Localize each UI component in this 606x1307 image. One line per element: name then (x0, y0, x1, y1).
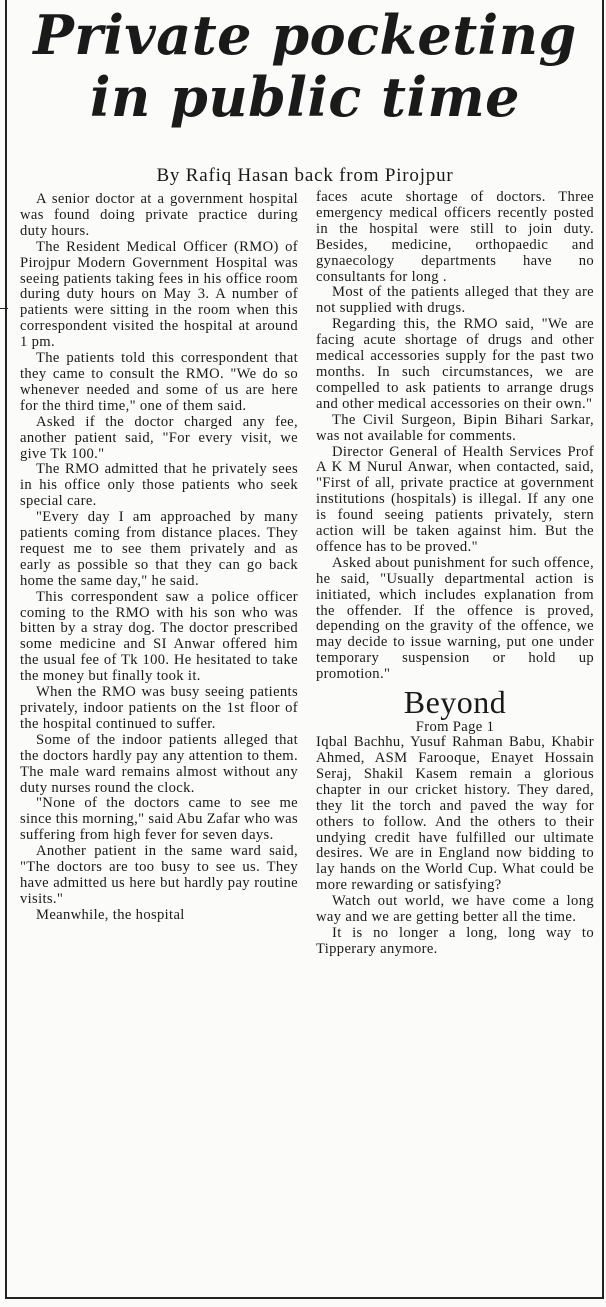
beyond-heading: Beyond (403, 684, 507, 721)
article-column-right (316, 190, 594, 958)
paragraph: Watch out world, we have come a long way and we are getting better all the time. (316, 893, 594, 926)
paragraph: The RMO admitted that he privately sees in his office only those patients who seek special care. (20, 461, 298, 510)
article-headline (6, 4, 604, 128)
paragraph: Regarding this, the RMO said, "We are facing acute shortage of drugs and other medical accessories supply for the past two months. In such circumstances, we are compelled to ask patients to arrange drugs and other medical accessories on their own." (316, 316, 594, 412)
paragraph: The patients told this correspondent that they came to consult the RMO. "We do so whenever needed and some of us are here for the third time," one of them said. (20, 350, 298, 414)
clipping-border-bottom (5, 1297, 604, 1299)
paragraph: "Every day I am approached by many patients coming from distance places. They request me to see them privately and as early as possible so that they can go back home the same day," he said. (20, 509, 298, 589)
paragraph: It is no longer a long, long way to Tipperary anymore. (316, 924, 594, 957)
column-rule-mark (0, 308, 8, 309)
paragraph: Asked if the doctor charged any fee, another patient said, "For every visit, we give Tk 100." (20, 413, 298, 462)
paragraph: Another patient in the same ward said, "The doctors are too busy to see us. They have admitted us here but hardly pay routine visits." (20, 843, 298, 907)
paragraph: The Resident Medical Officer (RMO) of Pirojpur Modern Government Hospital was seeing patients taking fees in his office room during duty hours on May 3. A number of patients were sitting in the room when this correspondent visited the hospital at around 1 pm. (20, 238, 298, 351)
paragraph: A senior doctor at a government hospital was found doing private practice during duty hours. (20, 191, 298, 239)
paragraph: When the RMO was busy seeing patients privately, indoor patients on the 1st floor of the hospital continued to suffer. (20, 684, 298, 732)
beyond-lead-paragraph: Iqbal Bachhu, Yusuf Rahman Babu, Khabir Ahmed, ASM Farooque, Enayet Hossain Seraj, Shakil Kasem remain a glorious chapter in our cricket history. They dared, they lit the torch and paved the way for others to follow. And the others to their undying credit have fulfilled our ultimate desires. We are in England now bidding to lay hands on the World Cup. What could be more rewarding or satisfying? (316, 734, 594, 894)
article-column-left (20, 192, 298, 924)
paragraph: This correspondent saw a police officer coming to the RMO with his son who was bitten by a stray dog. The doctor prescribed some medicine and SI Anwar offered him the usual fee of Tk 100. He hesitated to take the money but finally took it. (20, 588, 298, 685)
paragraph: Asked about punishment for such offence, he said, "Usually departmental action is initiated, which includes explanation from the offender. If the offence is proved, depending on the gravity of the offence, we may decide to issue warning, put one under temporary suspension or hold up promotion." (316, 554, 594, 683)
paragraph: Director General of Health Services Prof A K M Nurul Anwar, when contacted, said, "First of all, private practice at government institutions (hospitals) is illegal. If any one is found seeing patients privately, stern action will be taken against him. But the offence has to be proved." (316, 443, 594, 555)
clipping-border-left (5, 0, 7, 1299)
article-byline: By Rafiq Hasan back from Pirojpur (156, 165, 454, 186)
paragraph: "None of the doctors came to see me since this morning," said Abu Zafar who was suffering from high fever for seven days. (20, 795, 298, 844)
paragraph: Some of the indoor patients alleged that the doctors hardly pay any attention to them. The male ward remains almost without any duty nurses round the clock. (20, 731, 298, 796)
paragraph: The Civil Surgeon, Bipin Bihari Sarkar, was not available for comments. (316, 411, 594, 444)
clipping-border-right (602, 0, 604, 1299)
beyond-subheading: From Page 1 (415, 719, 495, 736)
paragraph-continued: faces acute shortage of doctors. Three emergency medical officers recently posted in the hospital were still to join duty. Besides, medicine, orthopaedic and gynaecology departments have no consultants for long . (316, 189, 594, 285)
paragraph: Most of the patients alleged that they are not supplied with drugs. (316, 284, 594, 317)
paragraph: Meanwhile, the hospital (36, 906, 185, 923)
headline-line-2: in public time (89, 65, 520, 129)
headline-line-1: Private pocketing (33, 3, 577, 67)
